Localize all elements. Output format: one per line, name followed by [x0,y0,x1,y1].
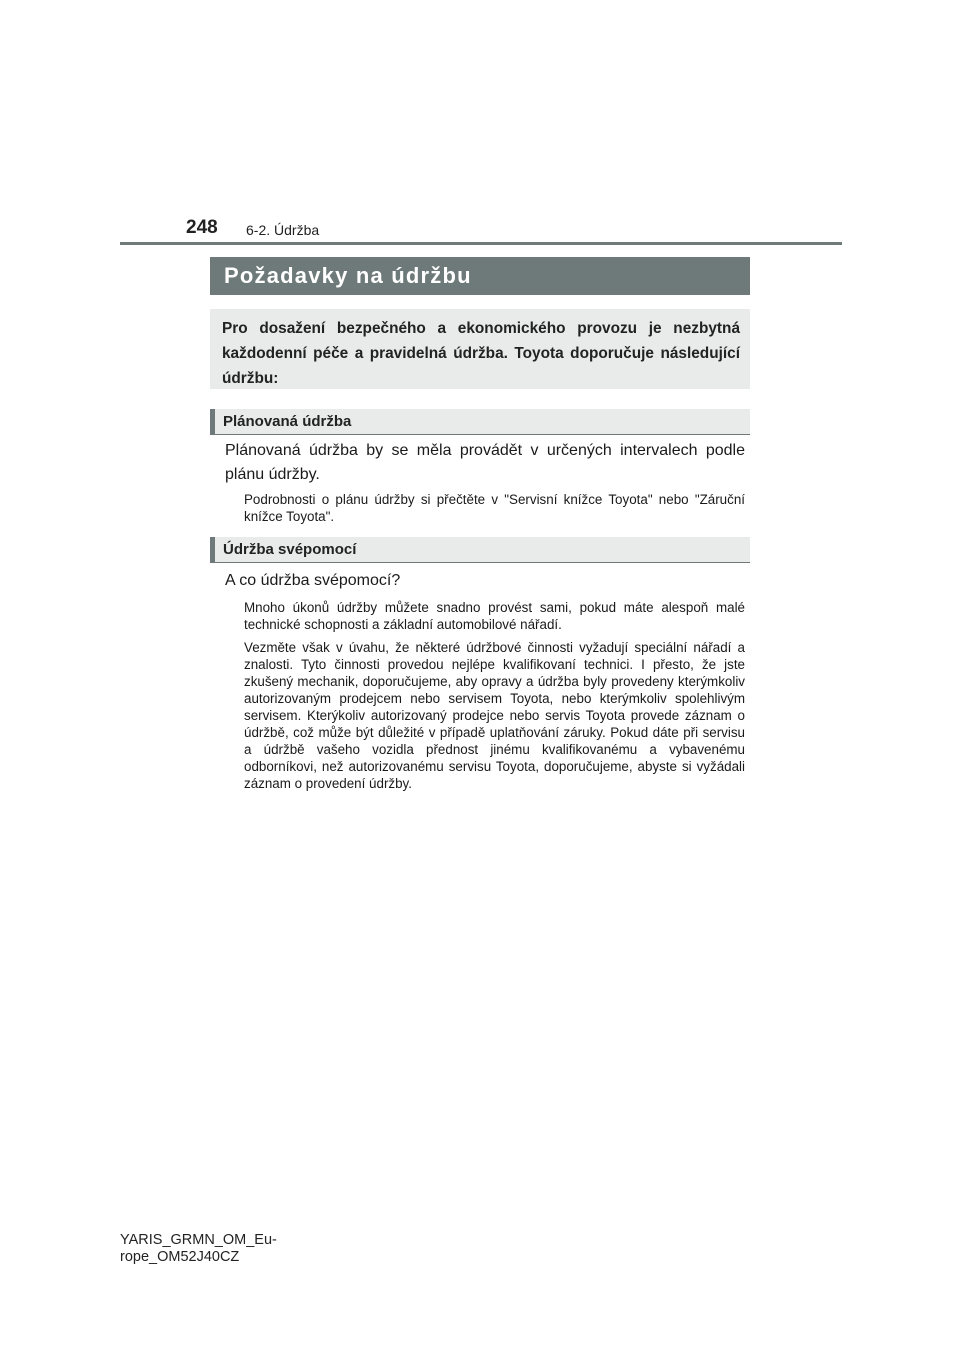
intro-text: Pro dosažení bezpečného a ekonomického provozu je nezbytná každodenní péče a pravidelná údržba. Toyota doporučuje následující údržbu: [222,320,740,387]
page-number: 248 [186,217,218,238]
self-maintenance-body: A co údržba svépomocí? [225,572,401,589]
footer-line-2: rope_OM52J40CZ [120,1249,240,1265]
planned-maintenance-note: Podrobnosti o plánu údržby si přečtěte v "Servisní knížce Toyota" nebo "Záruční knížce Toyota". [244,492,745,524]
subheading-label: Plánovaná údržba [223,413,352,430]
footer-doc-id [120,1232,277,1266]
subheading-self-maintenance [210,537,750,563]
page-title: Požadavky na údržbu [224,263,472,288]
page-title-bar [210,257,750,295]
subheading-label: Údržba svépomocí [223,541,357,558]
subheading-planned-maintenance [210,409,750,435]
self-maintenance-note-2: Vezměte však v úvahu, že některé údržbové činnosti vyžadují speciální nářadí a znalosti. Tyto činnosti provedou nejlépe kvalifikovaní technici. I přesto, že jste zkušený mechanik, doporučujeme, aby opravy a údržba byly provedeny kterýmkoliv autorizovaným prodejcem nebo servisem Toyota, nebo kterýmkoliv spolehlivým servisem. Kterýkoliv autorizovaný prodejce nebo servis Toyota provede záznam o údržbě, což může být důležité v případě uplatňování záruky. Pokud dáte při servisu a údržbě vašeho vozidla přednost jinému kvalifikovanému a vybavenému odborníkovi, než autorizovanému servisu Toyota, doporučujeme, abyste si vyžádali záznam o provedení údržby. [244,640,745,791]
footer-line-1: YARIS_GRMN_OM_Eu- [120,1232,277,1248]
self-maintenance-note-1: Mnoho úkonů údržby můžete snadno provést sami, pokud máte alespoň malé technické schopnosti a základní automobilové nářadí. [244,600,745,632]
intro-box [210,309,750,389]
planned-maintenance-body: Plánovaná údržba by se měla provádět v určených intervalech podle plánu údržby. [225,442,745,483]
header-divider [120,242,842,245]
section-label: 6-2. Údržba [246,222,320,238]
